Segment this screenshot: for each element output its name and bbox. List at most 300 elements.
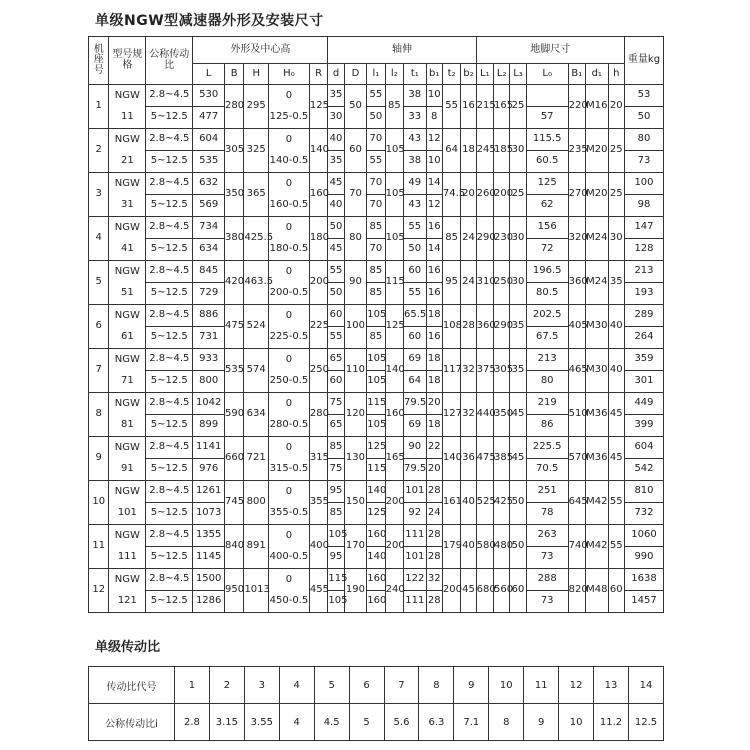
cell-t1: 43 [404,195,427,217]
cell-d: 60 [328,305,344,327]
cell-d1: M30 [586,305,609,349]
cell-L: 734 [193,217,225,239]
cell-H0: 450-0.5 [268,591,309,613]
cell-R: 160 [309,173,327,217]
cell-l1: 105 [367,305,385,327]
cell-l2: 160 [385,393,403,437]
cell-L0: 62 [526,195,568,217]
col-b2: b₂ [461,64,476,85]
cell-H0: 225-0.5 [268,327,309,349]
cell-weight: 359 [624,349,663,371]
cell-t2: 64 [442,129,460,173]
cell-l1: 125 [367,503,385,525]
cell-D: 150 [344,481,367,525]
cell-ratio: 5~12.5 [146,239,193,261]
cell-d: 45 [328,173,344,195]
cell-R: 200 [309,261,327,305]
cell-R: 180 [309,217,327,261]
cell-b1: 18 [426,305,442,327]
cell-model: NGW [109,173,146,195]
cell-ratio: 2.8~4.5 [146,481,193,503]
cell-L1: 290 [476,217,493,261]
cell-ratio: 2.8~4.5 [146,217,193,239]
cell-H0: 0 [268,261,309,283]
cell-L2: 480 [494,525,510,569]
cell-H: 425.5 [244,217,269,261]
cell-H: 634 [244,393,269,437]
cell-L1: 440 [476,393,493,437]
cell-t2: 85 [442,217,460,261]
cell-t1: 101 [404,481,427,503]
cell-t1: 55 [404,283,427,305]
table-row [89,217,664,239]
cell-d: 85 [328,437,344,459]
page-title: 单级NGW型减速器外形及安装尺寸 [95,13,324,29]
cell-b2: 16 [461,85,476,129]
cell-L: 886 [193,305,225,327]
cell-model: NGW [109,437,146,459]
cell-H: 721 [244,437,269,481]
cell-model: NGW [109,569,146,591]
cell-weight: 301 [624,371,663,393]
cell-t1: 111 [404,591,427,613]
cell-ratio: 2.8~4.5 [146,349,193,371]
cell-t2: 117 [442,349,460,393]
cell-size: 111 [109,547,146,569]
cell-no: 8 [89,393,109,437]
ratio-table [88,666,664,741]
cell-b1: 16 [426,327,442,349]
cell-L2: 230 [494,217,510,261]
cell-d1: M20 [586,129,609,173]
cell-h: 55 [608,525,624,569]
cell-H: 325 [244,129,269,173]
ratio-code-cell: 7 [384,667,419,704]
cell-L3: 45 [510,393,526,437]
header-outline: 外形及中心高 [193,37,328,64]
col-d1: d₁ [586,64,609,85]
cell-h: 40 [608,349,624,393]
header-ratio: 公称传动比 [146,37,193,85]
cell-l2: 200 [385,481,403,525]
cell-B: 305 [225,129,244,173]
cell-L0: 251 [526,481,568,503]
cell-L0: 60.5 [526,151,568,173]
cell-d: 40 [328,129,344,151]
cell-H: 574 [244,349,269,393]
cell-l1: 55 [367,151,385,173]
cell-H0: 280-0.5 [268,415,309,437]
cell-b2: 28 [461,305,476,349]
cell-L3: 50 [510,525,526,569]
cell-t1: 64 [404,371,427,393]
cell-L: 535 [193,151,225,173]
cell-ratio: 5~12.5 [146,415,193,437]
cell-d: 55 [328,261,344,283]
cell-h: 35 [608,261,624,305]
cell-ratio: 5~12.5 [146,283,193,305]
cell-b1: 10 [426,85,442,107]
cell-d: 95 [328,481,344,503]
cell-ratio: 2.8~4.5 [146,569,193,591]
ratio-value-label: 公称传动比i [89,704,175,741]
cell-L: 1500 [193,569,225,591]
cell-model: NGW [109,85,146,107]
cell-H: 463.5 [244,261,269,305]
cell-L0: 73 [526,547,568,569]
cell-t2: 140 [442,437,460,481]
cell-d1: M16 [586,85,609,129]
cell-size: 31 [109,195,146,217]
cell-B: 280 [225,85,244,129]
cell-B: 475 [225,305,244,349]
cell-b1: 28 [426,591,442,613]
cell-l1: 70 [367,173,385,195]
col-L0: L₀ [526,64,568,85]
cell-size: 101 [109,503,146,525]
cell-B: 840 [225,525,244,569]
cell-t1: 60 [404,261,427,283]
cell-L0: 213 [526,349,568,371]
cell-L: 632 [193,173,225,195]
ratio-value-cell: 6.3 [419,704,454,741]
table-row [89,569,664,591]
cell-L: 1286 [193,591,225,613]
cell-d: 40 [328,195,344,217]
cell-b1: 22 [426,437,442,459]
cell-ratio: 2.8~4.5 [146,393,193,415]
cell-size: 11 [109,107,146,129]
cell-l1: 105 [367,415,385,437]
cell-L0: 225.5 [526,437,568,459]
cell-R: 355 [309,481,327,525]
cell-b1: 20 [426,393,442,415]
cell-no: 4 [89,217,109,261]
cell-B1: 320 [568,217,585,261]
cell-l2: 115 [385,261,403,305]
cell-t1: 50 [404,239,427,261]
cell-L3: 45 [510,437,526,481]
cell-ratio: 5~12.5 [146,591,193,613]
cell-d: 55 [328,327,344,349]
cell-H0: 0 [268,481,309,503]
table-row [89,481,664,503]
cell-t1: 122 [404,569,427,591]
cell-weight: 128 [624,239,663,261]
cell-ratio: 5~12.5 [146,547,193,569]
cell-L: 634 [193,239,225,261]
cell-L: 976 [193,459,225,481]
cell-L: 604 [193,129,225,151]
cell-b2: 45 [461,569,476,613]
cell-L0: 78 [526,503,568,525]
cell-L0: 202.5 [526,305,568,327]
cell-D: 50 [344,85,367,129]
cell-size: 61 [109,327,146,349]
cell-weight: 73 [624,151,663,173]
cell-b1: 10 [426,151,442,173]
cell-L3: 30 [510,217,526,261]
ratio-code-row [89,667,664,704]
cell-l1: 85 [367,261,385,283]
cell-h: 25 [608,173,624,217]
cell-H: 524 [244,305,269,349]
cell-weight: 193 [624,283,663,305]
cell-L1: 680 [476,569,493,613]
cell-b1: 18 [426,415,442,437]
cell-H0: 160-0.5 [268,195,309,217]
cell-l2: 165 [385,437,403,481]
cell-model: NGW [109,525,146,547]
cell-no: 3 [89,173,109,217]
cell-t1: 90 [404,437,427,459]
cell-l1: 160 [367,569,385,591]
cell-H0: 250-0.5 [268,371,309,393]
cell-L: 1261 [193,481,225,503]
cell-weight: 213 [624,261,663,283]
cell-d1: M42 [586,481,609,525]
cell-b1: 28 [426,525,442,547]
cell-b1: 28 [426,481,442,503]
cell-b1: 12 [426,195,442,217]
table-row [89,525,664,547]
cell-L0: 86 [526,415,568,437]
cell-b1: 24 [426,503,442,525]
ratio-value-cell: 2.8 [175,704,210,741]
cell-t1: 111 [404,525,427,547]
cell-L3: 30 [510,261,526,305]
cell-B1: 360 [568,261,585,305]
cell-ratio: 5~12.5 [146,371,193,393]
ratio-code-cell: 11 [524,667,559,704]
ratio-code-cell: 3 [244,667,279,704]
cell-L0: 288 [526,569,568,591]
cell-h: 45 [608,437,624,481]
cell-ratio: 5~12.5 [146,327,193,349]
ratio-code-cell: 2 [209,667,244,704]
cell-d: 50 [328,283,344,305]
cell-h: 60 [608,569,624,613]
cell-H0: 0 [268,437,309,459]
cell-H0: 0 [268,129,309,151]
cell-size: 41 [109,239,146,261]
ratio-code-cell: 4 [279,667,314,704]
cell-H0: 0 [268,85,309,107]
cell-b2: 18 [461,129,476,173]
cell-B1: 235 [568,129,585,173]
cell-weight: 732 [624,503,663,525]
cell-b2: 20 [461,173,476,217]
cell-b2: 40 [461,481,476,525]
cell-H0: 200-0.5 [268,283,309,305]
cell-weight: 399 [624,415,663,437]
cell-L0: 115.5 [526,129,568,151]
cell-weight: 147 [624,217,663,239]
header-weight: 重量kg [624,37,663,85]
cell-l1: 105 [367,349,385,371]
ratio-code-cell: 6 [349,667,384,704]
cell-d: 105 [328,591,344,613]
cell-t1: 60 [404,327,427,349]
col-L2: L₂ [494,64,510,85]
cell-B: 420 [225,261,244,305]
col-l2: l₂ [385,64,403,85]
cell-l1: 115 [367,393,385,415]
cell-D: 130 [344,437,367,481]
cell-t1: 79.5 [404,393,427,415]
cell-H0: 0 [268,217,309,239]
cell-L: 800 [193,371,225,393]
cell-R: 125 [309,85,327,129]
cell-b1: 18 [426,371,442,393]
cell-weight: 264 [624,327,663,349]
header-foot: 地脚尺寸 [476,37,624,64]
cell-L3: 60 [510,569,526,613]
cell-B1: 465 [568,349,585,393]
cell-weight: 289 [624,305,663,327]
cell-B1: 740 [568,525,585,569]
cell-H0: 355-0.5 [268,503,309,525]
cell-H: 800 [244,481,269,525]
cell-t2: 200 [442,569,460,613]
ratio-value-cell: 4.5 [314,704,349,741]
cell-B: 660 [225,437,244,481]
cell-b1: 8 [426,107,442,129]
cell-size: 71 [109,371,146,393]
cell-b2: 36 [461,437,476,481]
table-row [89,349,664,371]
cell-L3: 25 [510,85,526,129]
cell-L3: 30 [510,129,526,173]
cell-t1: 49 [404,173,427,195]
table-row [89,393,664,415]
cell-H: 891 [244,525,269,569]
table-row [89,173,664,195]
cell-t1: 92 [404,503,427,525]
cell-b2: 24 [461,261,476,305]
cell-model: NGW [109,305,146,327]
cell-D: 170 [344,525,367,569]
table-row [89,305,664,327]
cell-l1: 70 [367,195,385,217]
cell-L0: 67.5 [526,327,568,349]
cell-D: 190 [344,569,367,613]
col-H0: H₀ [268,64,309,85]
cell-L1: 245 [476,129,493,173]
cell-t1: 65.5 [404,305,427,327]
cell-l1: 55 [367,85,385,107]
cell-L1: 475 [476,437,493,481]
cell-b1: 20 [426,459,442,481]
cell-L2: 165 [494,85,510,129]
cell-L: 731 [193,327,225,349]
ratio-value-cell: 4 [279,704,314,741]
cell-weight: 604 [624,437,663,459]
cell-d: 60 [328,371,344,393]
cell-weight: 80 [624,129,663,151]
ratio-value-cell: 5 [349,704,384,741]
ratio-value-cell: 7.1 [454,704,489,741]
cell-L: 729 [193,283,225,305]
cell-b1: 12 [426,129,442,151]
cell-size: 51 [109,283,146,305]
cell-L3: 25 [510,173,526,217]
cell-L: 933 [193,349,225,371]
cell-l1: 85 [367,327,385,349]
cell-model: NGW [109,129,146,151]
cell-H0: 125-0.5 [268,107,309,129]
cell-B1: 270 [568,173,585,217]
cell-no: 9 [89,437,109,481]
cell-l2: 200 [385,525,403,569]
table-row [89,437,664,459]
cell-weight: 542 [624,459,663,481]
cell-d: 35 [328,151,344,173]
cell-L1: 580 [476,525,493,569]
cell-L1: 310 [476,261,493,305]
col-L: L [193,64,225,85]
cell-L0: 80 [526,371,568,393]
cell-L2: 425 [494,481,510,525]
cell-weight: 53 [624,85,663,107]
cell-t2: 95 [442,261,460,305]
col-D: D [344,64,367,85]
ratio-code-cell: 1 [175,667,210,704]
col-L1: L₁ [476,64,493,85]
cell-model: NGW [109,349,146,371]
cell-B1: 405 [568,305,585,349]
cell-ratio: 2.8~4.5 [146,173,193,195]
cell-t1: 33 [404,107,427,129]
header-shaft: 轴伸 [328,37,476,64]
cell-weight: 50 [624,107,663,129]
cell-L2: 250 [494,261,510,305]
cell-model: NGW [109,261,146,283]
cell-L0: 263 [526,525,568,547]
cell-H: 365 [244,173,269,217]
cell-ratio: 2.8~4.5 [146,305,193,327]
cell-no: 7 [89,349,109,393]
cell-l1: 105 [367,371,385,393]
cell-L3: 35 [510,305,526,349]
cell-t2: 74.5 [442,173,460,217]
table-row [89,85,664,107]
cell-L2: 200 [494,173,510,217]
cell-d1: M20 [586,173,609,217]
cell-l2: 105 [385,217,403,261]
cell-R: 250 [309,349,327,393]
cell-R: 280 [309,393,327,437]
cell-D: 120 [344,393,367,437]
cell-t1: 69 [404,415,427,437]
cell-L2: 385 [494,437,510,481]
cell-B: 380 [225,217,244,261]
cell-L0: 70.5 [526,459,568,481]
cell-no: 6 [89,305,109,349]
cell-l2: 85 [385,85,403,129]
ratio-value-cell: 3.55 [244,704,279,741]
cell-weight: 810 [624,481,663,503]
cell-H0: 0 [268,305,309,327]
ratio-code-cell: 5 [314,667,349,704]
cell-t1: 79.5 [404,459,427,481]
cell-L0: 219 [526,393,568,415]
ratio-value-cell: 10 [559,704,594,741]
header-model: 型号规格 [109,37,146,85]
cell-weight: 98 [624,195,663,217]
cell-b1: 16 [426,261,442,283]
cell-L: 1073 [193,503,225,525]
